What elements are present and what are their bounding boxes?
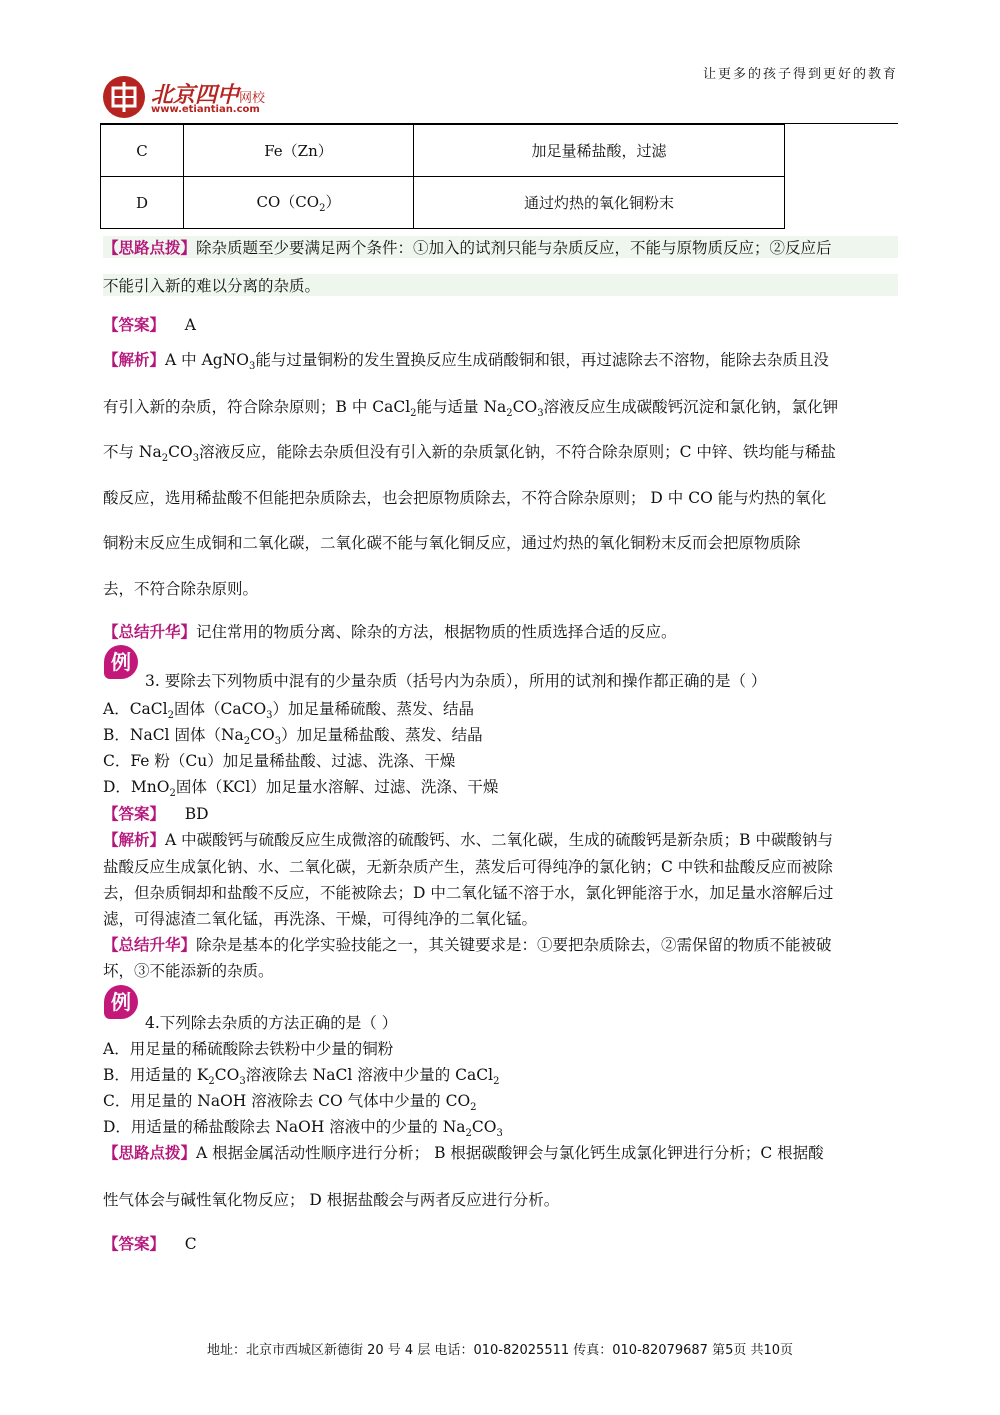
impurity-table (100, 124, 785, 229)
option-d: D．MnO$_2$固体（KCl）加足量水溶解、过滤、洗涤、干燥 (103, 778, 499, 800)
table-cell-substance: Fe（Zn） (184, 125, 414, 177)
option-d: D．用适量的稀盐酸除去 NaOH 溶液中的少量的 $Na_2CO_3$ (103, 1118, 503, 1140)
hint-line: 【思路点拨】A 根据金属活动性顺序进行分析； B 根据碳酸钾会与氯化钙生成氯化钾进行分析；C 根据酸 (103, 1143, 824, 1162)
answer-line: 【答案】 BD (103, 804, 209, 823)
option-a: A．用足量的稀硫酸除去铁粉中少量的铜粉 (103, 1040, 394, 1058)
analysis-line: 酸反应，选用稀盐酸不但能把杂质除去，也会把原物质除去，不符合除杂原则； D 中 CO 能与灼热的氧化 (103, 489, 827, 507)
answer-line: 【答案】 C (103, 1234, 197, 1253)
table-cell-substance: $CO(CO_2)$ (184, 177, 414, 229)
example-icon: 例 (104, 645, 138, 679)
analysis-line: 铜粉末反应生成铜和二氧化碳，二氧化碳不能与氧化铜反应，通过灼热的氧化铜粉末反而会把原物质除 (103, 534, 801, 552)
analysis-line: 盐酸反应生成氯化钠、水、二氧化碳，无新杂质产生，蒸发后可得纯净的氯化钠；C 中铁和盐酸反应而被除 (103, 858, 833, 876)
option-b: B．NaCl 固体$(Na_2CO_3)$加足量稀盐酸、蒸发、结晶 (103, 726, 483, 748)
analysis-line: 【解析】A 中 AgNO$_3$能与过量铜粉的发生置换反应生成硝酸铜和银，再过滤除去不溶物，能除去杂质且没 (103, 350, 829, 373)
table-cell-method: 加足量稀盐酸，过滤 (414, 125, 785, 177)
analysis-line: 【解析】A 中碳酸钙与硫酸反应生成微溶的硫酸钙、水、二氧化碳，生成的硫酸钙是新杂质；B 中碳酸钠与 (103, 830, 833, 849)
analysis-line: 滤，可得滤渣二氧化锰，再洗涤、干燥，可得纯净的二氧化锰。 (103, 910, 538, 928)
table-row (101, 125, 785, 177)
analysis-line: 不与 $Na_2CO_3$溶液反应，能除去杂质但没有引入新的杂质氯化钠，不符合除杂原则；C 中锌、铁均能与稀盐 (103, 443, 836, 465)
option-c: C．用足量的 NaOH 溶液除去 CO 气体中少量的 $CO_2$ (103, 1092, 477, 1114)
hint-line: 不能引入新的难以分离的杂质。 (103, 274, 898, 296)
option-c: C．Fe 粉（Cu）加足量稀盐酸、过滤、洗涤、干燥 (103, 752, 456, 770)
option-b: B．用适量的 $K_2CO_3$溶液除去 NaCl 溶液中少量的 CaCl$_2$ (103, 1066, 500, 1088)
hint-line: 性气体会与碱性氧化物反应； D 根据盐酸会与两者反应进行分析。 (103, 1191, 560, 1209)
header-slogan: 让更多的孩子得到更好的教育 (702, 67, 898, 82)
hint-line: 【思路点拨】除杂质题至少要满足两个条件：①加入的试剂只能与杂质反应，不能与原物质反应；②反应后 (103, 236, 898, 258)
page-footer: 地址：北京市西城区新德街 20 号 4 层 电话：010-82025511 传真：010-82079687 第5页 共10页 (206, 1343, 794, 1358)
analysis-line: 去，不符合除杂原则。 (103, 580, 259, 598)
question-text: 3. 要除去下列物质中混有的少量杂质（括号内为杂质），所用的试剂和操作都正确的是（ ） (145, 672, 767, 690)
example-icon: 例 (104, 985, 138, 1019)
analysis-line: 有引入新的杂质，符合除杂原则；B 中 CaCl$_2$能与适量 $Na_2CO_3$溶液反应生成碳酸钙沉淀和氯化钠，氯化钾 (103, 398, 839, 420)
answer-line: 【答案】 A (103, 315, 196, 334)
table-cell-method: 通过灼热的氧化铜粉末 (414, 177, 785, 229)
summary-line: 坏，③不能添新的杂质。 (103, 962, 274, 980)
option-a: A．CaCl$_2$固体（CaCO$_3$）加足量稀硫酸、蒸发、结晶 (103, 700, 475, 722)
table-row (101, 177, 785, 229)
summary-line: 【总结升华】除杂是基本的化学实验技能之一，其关键要求是：①要把杂质除去，②需保留的物质不能被破 (103, 935, 832, 954)
question-text: 4.下列除去杂质的方法正确的是（ ） (145, 1014, 398, 1032)
logo-emblem-icon (103, 76, 145, 118)
summary-line: 【总结升华】记住常用的物质分离、除杂的方法，根据物质的性质选择合适的反应。 (103, 622, 677, 641)
logo-name: 北京四中网校 (151, 82, 266, 108)
logo-url: www.etiantian.com (151, 104, 260, 115)
analysis-line: 去，但杂质铜却和盐酸不反应，不能被除去；D 中二氧化锰不溶于水，氯化钾能溶于水，加足量水溶解后过 (103, 884, 834, 902)
table-cell-option: C (101, 125, 184, 177)
table-cell-option: D (101, 177, 184, 229)
